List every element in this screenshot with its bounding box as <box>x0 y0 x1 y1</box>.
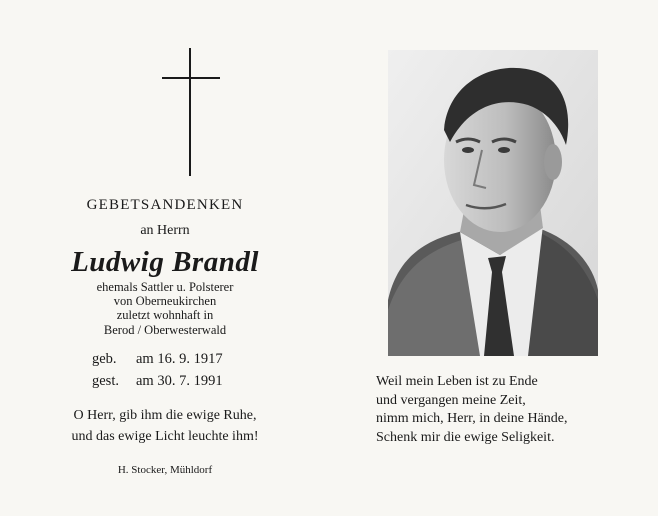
bio-line: zuletzt wohnhaft in <box>116 308 214 323</box>
text-panel <box>40 0 290 516</box>
death-date: am 30. 7. 1991 <box>136 373 223 389</box>
portrait-photo <box>388 50 598 356</box>
birth-label: geb. <box>92 351 117 367</box>
birth-date-row <box>92 348 223 370</box>
deceased-name: Ludwig Brandl <box>71 246 259 278</box>
life-dates <box>92 348 223 392</box>
verse-line: Schenk mir die ewige Seligkeit. <box>376 429 555 445</box>
printer-credit: H. Stocker, Mühldorf <box>117 464 213 476</box>
biography <box>40 280 290 337</box>
memorial-verse <box>376 373 568 447</box>
bio-line: von Oberneukirchen <box>113 294 217 309</box>
death-label: gest. <box>92 373 119 389</box>
verse-line: Weil mein Leben ist zu Ende <box>376 374 538 389</box>
latin-cross-icon <box>162 48 220 176</box>
prayer-line: O Herr, gib ihm die ewige Ruhe, <box>73 408 257 423</box>
card-heading: GEBETSANDENKEN <box>86 197 244 213</box>
prayer <box>40 405 290 447</box>
birth-date: am 16. 9. 1917 <box>136 351 223 367</box>
bio-line: ehemals Sattler u. Polsterer <box>96 280 234 294</box>
death-date-row <box>92 370 223 392</box>
verse-line: nimm mich, Herr, in deine Hände, <box>376 411 568 426</box>
verse-line: und vergangen meine Zeit, <box>376 392 526 408</box>
prayer-line: und das ewige Licht leuchte ihm! <box>71 429 259 444</box>
salutation: an Herrn <box>140 223 190 238</box>
bio-line: Berod / Oberwesterwald <box>103 322 227 337</box>
